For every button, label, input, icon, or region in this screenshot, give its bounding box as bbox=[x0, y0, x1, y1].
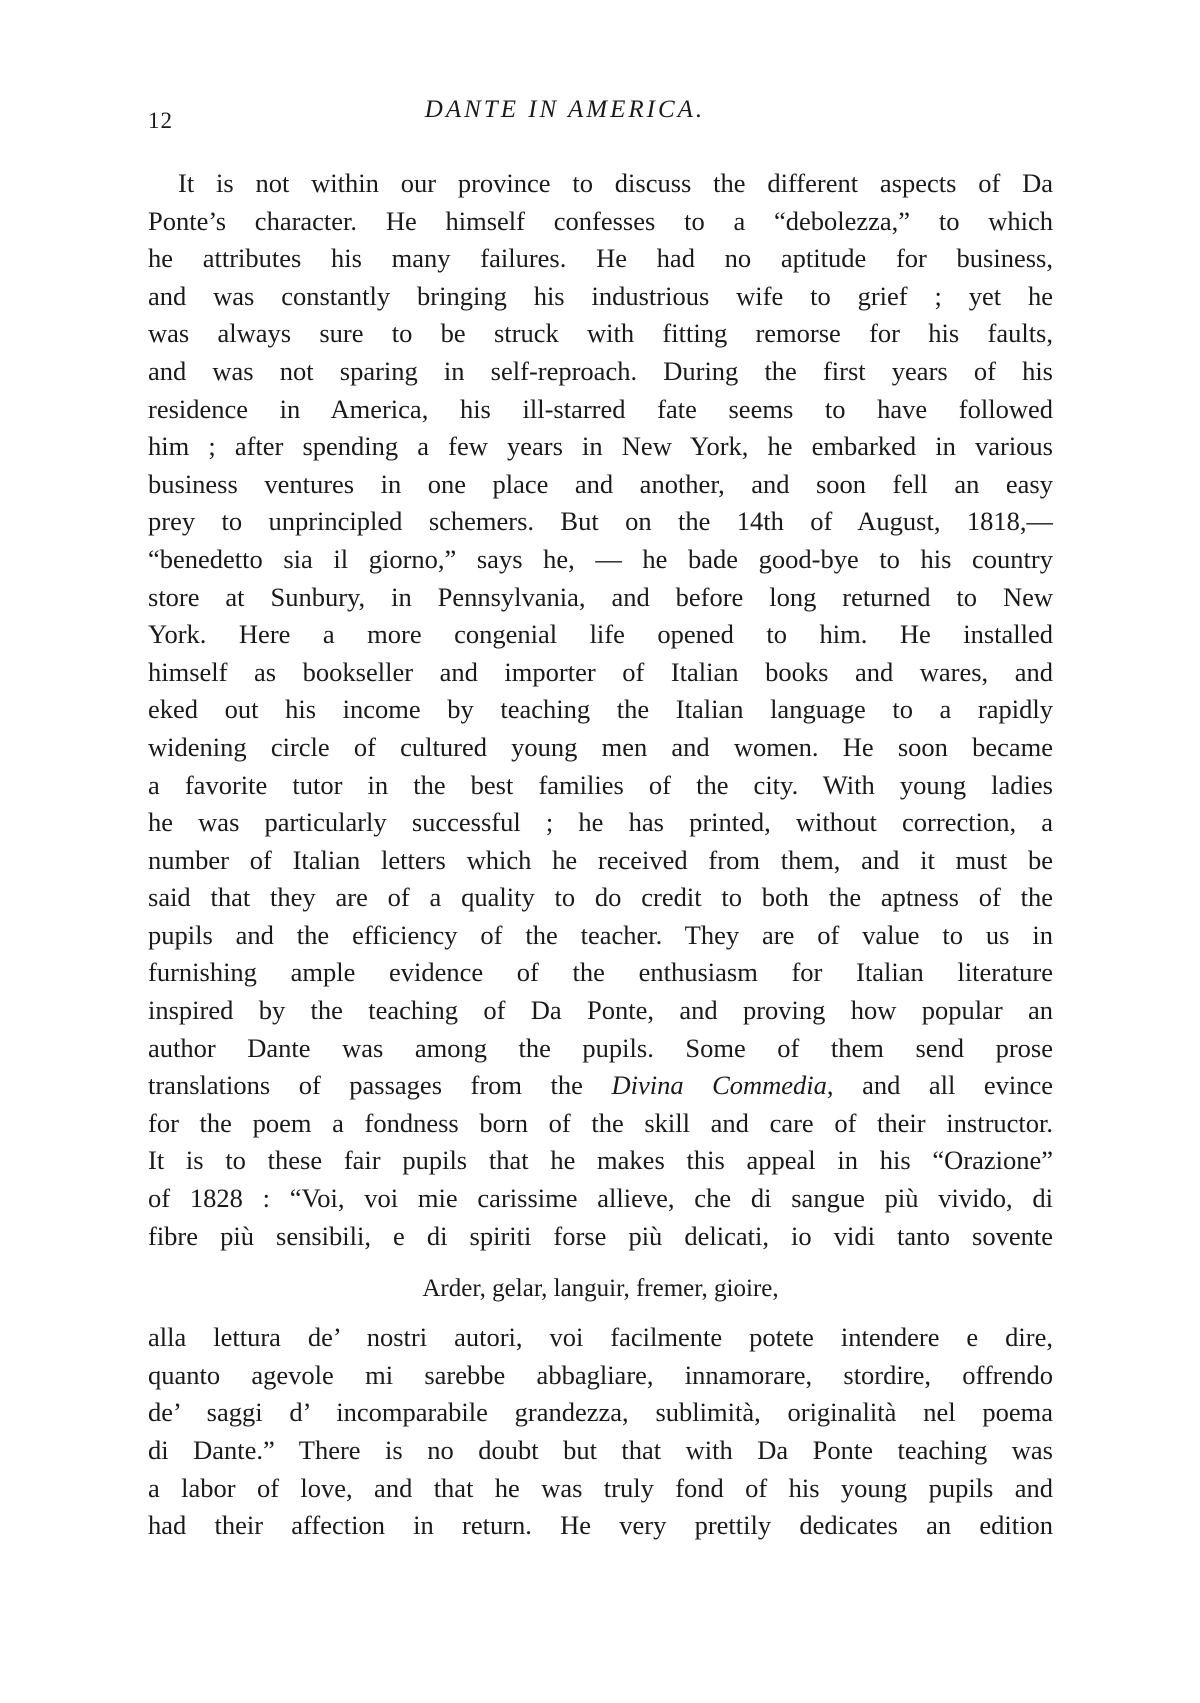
text-line: a labor of love, and that he was truly fond of his young pupils and bbox=[148, 1472, 1053, 1503]
work-title: Divina Commedia bbox=[611, 1070, 827, 1101]
text-line: a favorite tutor in the best families of the city. With young ladies bbox=[148, 769, 1053, 800]
text-line: of 1828 : “Voi, voi mie carissime allieve, che di sangue più vivido, di bbox=[148, 1183, 1053, 1214]
text-line: author Dante was among the pupils. Some of them send prose bbox=[148, 1032, 1053, 1063]
text-line: was always sure to be struck with fitting remorse for his faults, bbox=[148, 318, 1053, 349]
text-line: and was constantly bringing his industrious wife to grief ; yet he bbox=[148, 280, 1053, 311]
text-line: “benedetto sia il giorno,” says he, — he bade good-bye to his country bbox=[148, 543, 1053, 574]
text-line: number of Italian letters which he received from them, and it must be bbox=[148, 844, 1053, 875]
text-line: It is to these fair pupils that he makes this appeal in his “Orazione” bbox=[148, 1145, 1053, 1176]
page-number: 12 bbox=[148, 108, 173, 133]
text-line: Ponte’s character. He himself confesses to a “debolezza,” to which bbox=[148, 205, 1053, 236]
text-line: him ; after spending a few years in New York, he embarked in various bbox=[148, 431, 1053, 462]
text-line: di Dante.” There is no doubt but that with Da Ponte teaching was bbox=[148, 1435, 1053, 1465]
text-line: he was particularly successful ; he has printed, without correction, a bbox=[148, 807, 1053, 838]
text-line: eked out his income by teaching the Italian language to a rapidly bbox=[148, 694, 1053, 725]
text-line: de’ saggi d’ incomparabile grandezza, sublimità, originalità nel poema bbox=[148, 1397, 1053, 1428]
text-line: alla lettura de’ nostri autori, voi facilmente potete intendere e dire, bbox=[148, 1322, 1053, 1353]
paragraph-after-verse bbox=[148, 1319, 1053, 1545]
verse-quotation: Arder, gelar, languir, fremer, gioire, bbox=[422, 1275, 779, 1303]
text-line: and was not sparing in self-reproach. During the first years of his bbox=[148, 355, 1053, 386]
text-line: quanto agevole mi sarebbe abbagliare, innamorare, stordire, offrendo bbox=[148, 1359, 1053, 1390]
text-line: had their affection in return. He very prettily dedicates an edition bbox=[148, 1510, 1053, 1541]
text-line: residence in America, his ill-starred fate seems to have followed bbox=[148, 393, 1053, 424]
text-line: It is not within our province to discuss the different aspects of Da bbox=[178, 168, 1053, 198]
text-line: himself as bookseller and importer of Italian books and wares, and bbox=[148, 656, 1053, 687]
text-line: store at Sunbury, in Pennsylvania, and before long returned to New bbox=[148, 581, 1053, 612]
text-line: York. Here a more congenial life opened to him. He installed bbox=[148, 619, 1053, 650]
text-line: business ventures in one place and another, and soon fell an easy bbox=[148, 468, 1053, 499]
text-line: prey to unprincipled schemers. But on the 14th of August, 1818,— bbox=[148, 506, 1053, 537]
text-line: he attributes his many failures. He had no aptitude for business, bbox=[148, 243, 1053, 274]
text-line: translations of passages from the Divina Commedia, and all evince bbox=[148, 1070, 1053, 1101]
paragraph-before-verse bbox=[148, 165, 1053, 1067]
text-line: pupils and the efficiency of the teacher. They are of value to us in bbox=[148, 919, 1053, 950]
body-text bbox=[148, 165, 1053, 1545]
paragraph-before-verse-tail bbox=[148, 1105, 1053, 1255]
text-line: furnishing ample evidence of the enthusiasm for Italian literature bbox=[148, 957, 1053, 988]
text-line: widening circle of cultured young men and women. He soon became bbox=[148, 731, 1053, 762]
text-line: fibre più sensibili, e di spiriti forse più delicati, io vidi tanto sovente bbox=[148, 1220, 1053, 1251]
text-line: for the poem a fondness born of the skill and care of their instructor. bbox=[148, 1107, 1053, 1138]
text-line: inspired by the teaching of Da Ponte, and proving how popular an bbox=[148, 995, 1053, 1026]
running-title: DANTE IN AMERICA. bbox=[424, 96, 706, 123]
text-line: said that they are of a quality to do credit to both the aptness of the bbox=[148, 882, 1053, 913]
